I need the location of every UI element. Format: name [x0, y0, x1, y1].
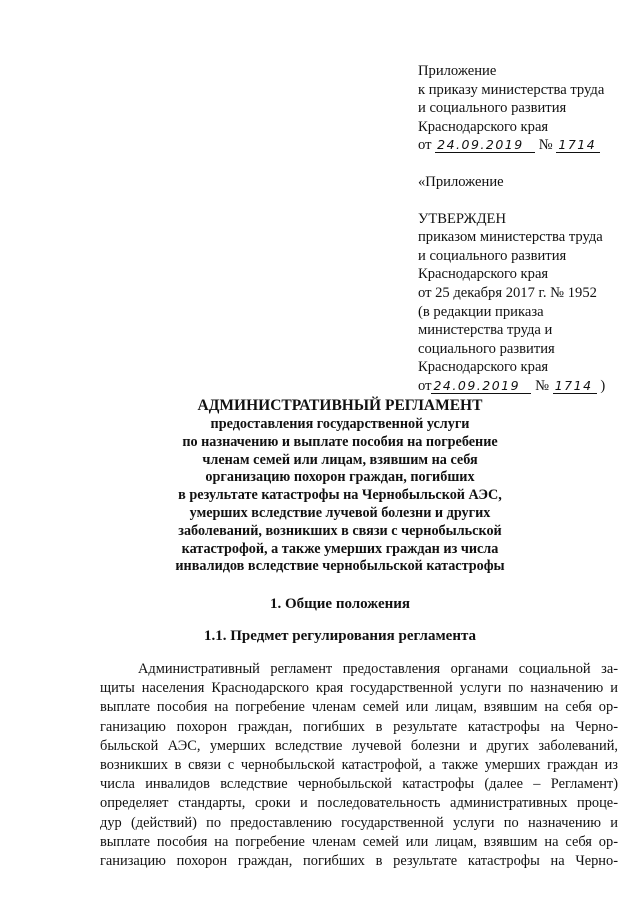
title-line: заболеваний, возникших в связи с чернобыльской [178, 522, 502, 539]
title-line: инвалидов вследствие чернобыльской катастрофы [175, 558, 505, 575]
handwritten-number: 1714 [553, 379, 597, 394]
body-paragraph [100, 660, 618, 871]
title-line: предоставления государственной услуги [210, 416, 470, 432]
body-line: быльской АЭС, умерших вследствие лучевой болезни и других заболеваний, [100, 737, 618, 754]
approved-line: приказом министерства труда [418, 229, 603, 246]
body-line: дур (действий) по предоставлению государственной услуги по назначению и [100, 814, 618, 831]
approved-date-line [418, 377, 636, 396]
title-line: организацию похорон граждан, погибших [205, 469, 475, 486]
attachment-date-line [418, 136, 636, 155]
date-prefix: от [418, 377, 432, 394]
number-prefix: № [538, 137, 553, 154]
handwritten-number: 1714 [556, 138, 600, 153]
attachment-line: Приложение [418, 63, 497, 79]
title-main: АДМИНИСТРАТИВНЫЙ РЕГЛАМЕНТ [197, 397, 483, 414]
body-line: ганизацию похорон граждан, погибших в результате катастрофы на Черно- [100, 852, 618, 869]
body-line: ганизацию похорон граждан, погибших в результате катастрофы на Черно- [100, 718, 618, 735]
title-line: членам семей или лицам, взявшим на себя [202, 451, 478, 468]
section-heading: 1. Общие положения [269, 596, 411, 612]
approved-line: Краснодарского края [418, 266, 549, 283]
approved-line: министерства труда и [418, 322, 553, 339]
title-line: в результате катастрофы на Чернобыльской АЭС, [178, 487, 502, 504]
approved-line: и социального развития [418, 247, 567, 264]
body-line: выплате пособия на погребение членам семей или лицам, взявшим на себя ор- [100, 699, 618, 716]
title-line: катастрофой, а также умерших граждан из числа [181, 540, 499, 557]
approved-line: от 25 декабря 2017 г. № 1952 [418, 284, 597, 301]
attachment-line: к приказу министерства труда [418, 81, 605, 98]
date-prefix: от [418, 137, 432, 154]
approved-line: (в редакции приказа [418, 303, 544, 320]
handwritten-date: 24.09.2019 [435, 138, 535, 153]
body-line: щиты населения Краснодарского края государственной услуги по назначению и [100, 680, 618, 697]
attachment-line: и социального развития [418, 100, 567, 117]
approved-line: социального развития [418, 340, 555, 357]
approval-block [418, 62, 636, 396]
approved-line: Краснодарского края [418, 359, 549, 376]
title-line: по назначению и выплате пособия на погребение [182, 433, 498, 450]
body-line: возникших в связи с чернобыльской катастрофой, а также умерших граждан из [100, 756, 618, 773]
body-line: выплате пособия на погребение членам семей или лицам, взявшим на себя ор- [100, 833, 618, 850]
subsection-heading: 1.1. Предмет регулирования регламента [203, 628, 477, 644]
attachment-line: Краснодарского края [418, 118, 549, 135]
title-line: умерших вследствие лучевой болезни и других [189, 504, 491, 521]
body-line: Административный регламент предоставления органами социальной за- [138, 661, 618, 677]
body-line: числа инвалидов вследствие чернобыльской катастрофы (далее – Регламент) [100, 776, 618, 793]
approved-heading: УТВЕРЖДЕН [418, 210, 506, 227]
regulation-title [120, 396, 560, 576]
closing-paren: ) [600, 377, 606, 394]
inner-attachment-label: «Приложение [418, 173, 504, 190]
handwritten-date: 24.09.2019 [431, 379, 531, 394]
body-line: определяет стандарты, сроки и последовательность административных проце- [100, 795, 618, 812]
number-prefix: № [535, 377, 550, 394]
